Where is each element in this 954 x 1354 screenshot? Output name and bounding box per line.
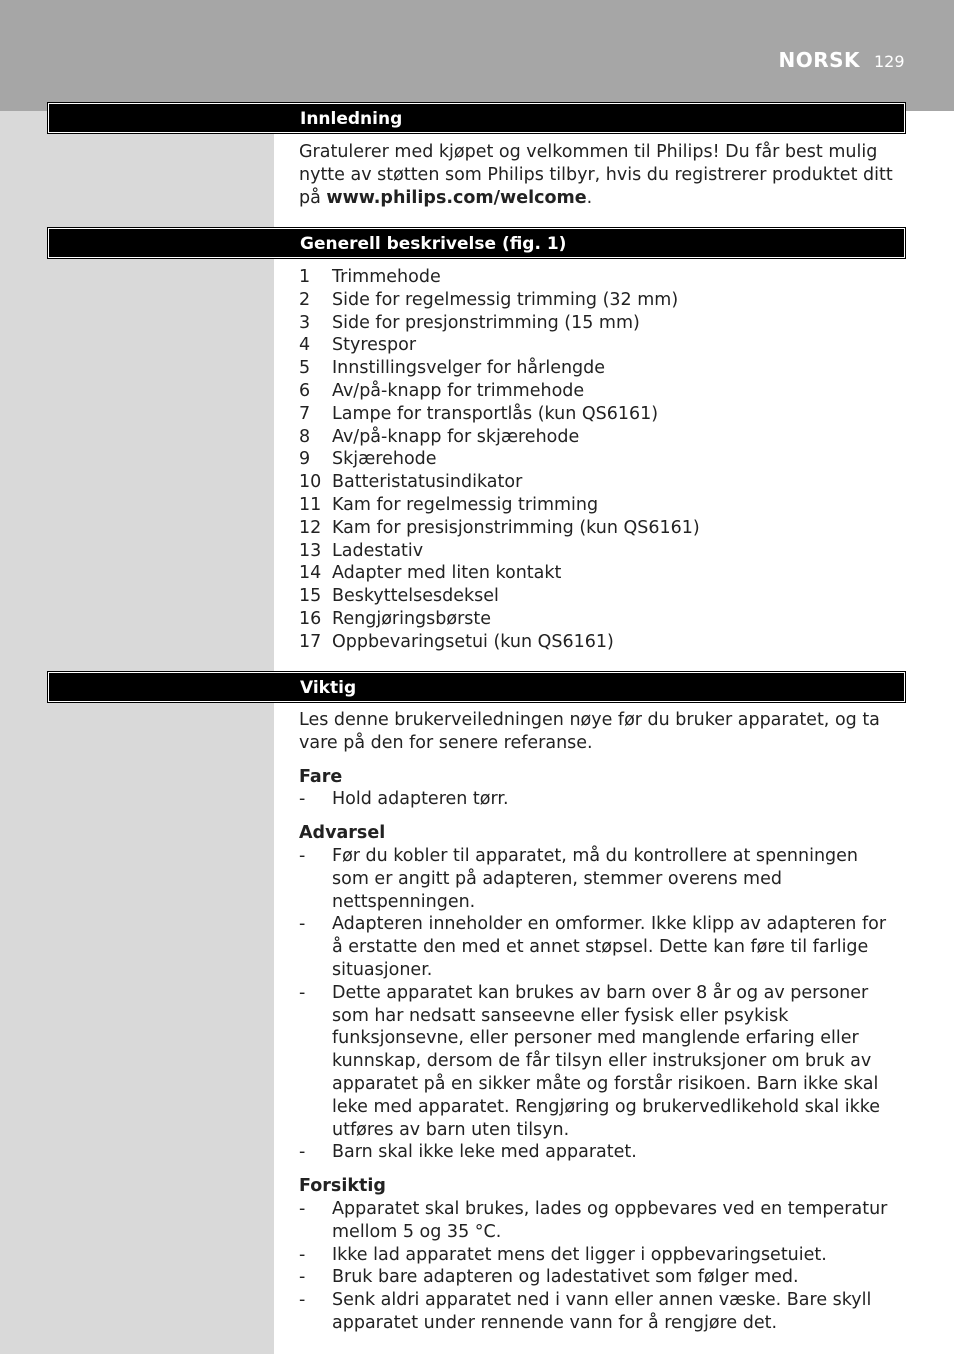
intro-text-end: .	[586, 187, 593, 208]
section-heading: Generell beskrivelse (fig. 1)	[300, 234, 567, 254]
list-item	[299, 540, 899, 563]
item-label: Adapter med liten kontakt	[332, 563, 562, 584]
list-item	[299, 289, 899, 312]
advarsel-list	[299, 845, 899, 1164]
advarsel-heading: Advarsel	[299, 823, 386, 844]
list-item	[299, 448, 899, 471]
dash-bullet: -	[299, 845, 306, 866]
item-text: Adapteren inneholder en omformer. Ikke klipp av adapteren for å erstatte den med et annet støpsel. Dette kan føre til farlige situasjoner.	[332, 914, 887, 980]
dash-bullet: -	[299, 789, 306, 810]
item-text: Bruk bare adapteren og ladestativet som følger med.	[332, 1267, 799, 1288]
item-label: Av/på-knapp for skjærehode	[332, 426, 580, 447]
item-label: Skjærehode	[332, 449, 437, 470]
dash-bullet: -	[299, 982, 306, 1003]
list-item	[299, 913, 899, 981]
forsiktig-list	[299, 1198, 899, 1335]
list-item	[299, 1266, 899, 1289]
list-item	[299, 266, 899, 289]
item-label: Ladestativ	[332, 540, 424, 561]
section-bar-general	[48, 228, 905, 258]
item-text: Før du kobler til apparatet, må du kontrollere at spenningen som er angitt på adapteren, stemmer overens med nettspenningen.	[332, 845, 859, 912]
item-label: Av/på-knapp for trimmehode	[332, 380, 585, 401]
list-item	[299, 471, 899, 494]
general-description	[299, 266, 899, 654]
item-number: 7	[299, 403, 311, 424]
item-number: 14	[299, 563, 322, 584]
list-item	[299, 334, 899, 357]
important-content	[299, 709, 899, 1335]
item-label: Innstillingsvelger for hårlengde	[332, 358, 606, 379]
list-item	[299, 380, 899, 403]
item-text: Ikke lad apparatet mens det ligger i oppbevaringsetuiet.	[332, 1244, 827, 1265]
dash-bullet: -	[299, 1290, 306, 1311]
list-item	[299, 494, 899, 517]
list-item	[299, 312, 899, 335]
item-label: Batteristatusindikator	[332, 472, 523, 493]
item-label: Side for presjonstrimming (15 mm)	[332, 312, 640, 333]
dash-bullet: -	[299, 1198, 306, 1219]
dash-bullet: -	[299, 1142, 306, 1163]
item-number: 10	[299, 472, 322, 493]
important-intro: Les denne brukerveiledningen nøye før du bruker apparatet, og ta vare på den for senere referanse.	[299, 710, 880, 753]
item-text: Barn skal ikke leke med apparatet.	[332, 1142, 637, 1163]
section-bar-important	[48, 672, 905, 702]
fare-list	[299, 788, 899, 811]
list-item	[299, 403, 899, 426]
item-label: Trimmehode	[332, 267, 441, 287]
item-number: 8	[299, 426, 311, 447]
item-number: 3	[299, 312, 311, 333]
list-item	[299, 426, 899, 449]
item-number: 4	[299, 335, 311, 356]
item-label: Kam for regelmessig trimming	[332, 494, 599, 515]
item-number: 16	[299, 608, 322, 629]
item-number: 9	[299, 449, 311, 470]
item-label: Oppbevaringsetui (kun QS6161)	[332, 631, 614, 652]
section-heading: Innledning	[300, 109, 403, 129]
list-item	[299, 1244, 899, 1267]
item-text: Dette apparatet kan brukes av barn over 8 år og av personer som har nedsatt sanseevne eller fysisk eller psykisk funksjonsevne, eller personer med manglende erfaring eller kunnskap, dersom de får tilsyn eller instruksjoner om bruk av apparatet på en sikker måte og forstår risikoen. Barn ikke skal leke med apparatet. Rengjøring og brukervedlikehold skal ikke utføres av barn uten tilsyn.	[332, 982, 881, 1140]
list-item	[299, 631, 899, 654]
list-item	[299, 562, 899, 585]
forsiktig-heading: Forsiktig	[299, 1176, 386, 1197]
list-item	[299, 1289, 899, 1335]
list-item	[299, 517, 899, 540]
fare-heading: Fare	[299, 766, 343, 787]
item-label: Kam for presisjonstrimming (kun QS6161)	[332, 517, 700, 538]
item-number: 1	[299, 267, 311, 287]
language-label: NORSK	[778, 48, 860, 72]
list-item	[299, 982, 899, 1142]
intro-text	[299, 141, 899, 209]
list-item	[299, 608, 899, 631]
item-text: Senk aldri apparatet ned i vann eller annen væske. Bare skyll apparatet under rennende vann for å rengjøre det.	[332, 1290, 872, 1333]
item-label: Side for regelmessig trimming (32 mm)	[332, 289, 679, 310]
item-label: Lampe for transportlås (kun QS6161)	[332, 403, 659, 424]
dash-bullet: -	[299, 1244, 306, 1265]
item-label: Rengjøringsbørste	[332, 608, 492, 629]
item-number: 5	[299, 358, 311, 379]
left-margin-column	[0, 111, 274, 1354]
list-item	[299, 357, 899, 380]
item-text: Hold adapteren tørr.	[332, 789, 509, 810]
item-label: Styrespor	[332, 335, 417, 356]
item-number: 17	[299, 631, 322, 652]
list-item	[299, 845, 899, 913]
item-number: 15	[299, 586, 322, 607]
welcome-link[interactable]: www.philips.com/welcome	[326, 187, 587, 208]
list-item	[299, 1198, 899, 1244]
page-number: 129	[874, 52, 905, 71]
dash-bullet: -	[299, 1267, 306, 1288]
section-bar-intro	[48, 103, 905, 133]
item-number: 2	[299, 289, 311, 310]
item-label: Beskyttelsesdeksel	[332, 586, 499, 607]
list-item	[299, 585, 899, 608]
item-number: 12	[299, 517, 322, 538]
intro-text-part: Gratulerer med kjøpet og velkommen til Philips! Du får best mulig nytte av støtten som Philips tilbyr, hvis du registrerer produktet ditt på	[299, 142, 893, 208]
list-item	[299, 788, 899, 811]
intro-paragraph	[299, 141, 899, 209]
item-number: 11	[299, 494, 322, 515]
item-number: 13	[299, 540, 322, 561]
parts-list	[299, 266, 899, 654]
section-heading: Viktig	[300, 678, 357, 698]
item-text: Apparatet skal brukes, lades og oppbevares ved en temperatur mellom 5 og 35 °C.	[332, 1198, 888, 1242]
dash-bullet: -	[299, 914, 306, 935]
list-item	[299, 1141, 899, 1164]
item-number: 6	[299, 380, 311, 401]
